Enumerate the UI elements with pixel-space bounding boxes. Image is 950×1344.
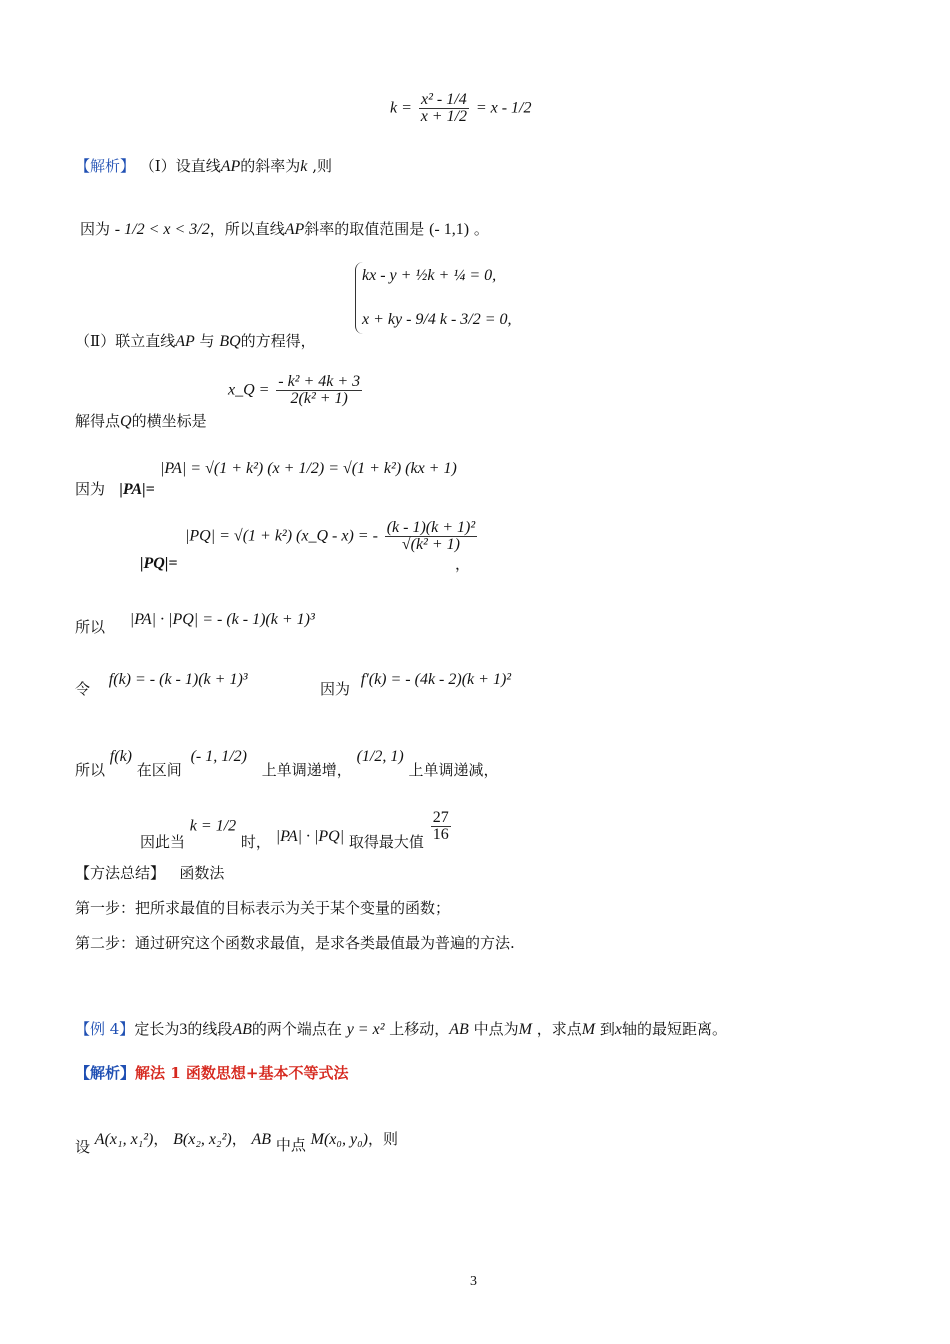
ex-text-7: 到 bbox=[599, 1020, 615, 1038]
pq-label: |PQ|= bbox=[140, 555, 178, 572]
k-rhs: = x - 1/2 bbox=[475, 99, 532, 117]
ex-text-4: 上移动， bbox=[389, 1020, 450, 1038]
ex-x: x bbox=[614, 1021, 622, 1038]
product-expression: |PA| · |PQ| = - (k - 1)(k + 1)³ bbox=[129, 611, 315, 628]
k-eq: k = bbox=[390, 99, 412, 117]
ex-m: M bbox=[518, 1021, 532, 1038]
fk-short: f(k) bbox=[109, 748, 132, 765]
ex-text-5: 中点为 bbox=[473, 1020, 519, 1038]
because-text-3: 因为 bbox=[320, 680, 351, 698]
let-text-2: 设 bbox=[75, 1138, 91, 1156]
max-text: 取得最大值 bbox=[348, 832, 424, 851]
ex-text-3: 的两个端点在 bbox=[251, 1020, 342, 1038]
mid-text: 中点 bbox=[275, 1136, 306, 1154]
equation-1: kx - y + ½k + ¼ = 0, bbox=[362, 267, 497, 284]
ex-ab-2: AB bbox=[449, 1021, 469, 1038]
sep-1: ， bbox=[153, 1130, 169, 1148]
then-text-2: ，则 bbox=[367, 1130, 398, 1148]
example-tag: 【例 4】 bbox=[75, 1020, 135, 1038]
summary-heading bbox=[75, 862, 224, 883]
point-b: B(x₂, x₂²) bbox=[173, 1131, 232, 1148]
max-numerator: 27 bbox=[432, 809, 449, 826]
ex-text-6: ，求点 bbox=[536, 1020, 582, 1038]
ex-ab: AB bbox=[232, 1021, 252, 1038]
line-pa bbox=[75, 478, 155, 499]
then-text: ,则 bbox=[312, 157, 332, 175]
slope-range: (- 1,1) bbox=[429, 221, 470, 238]
in-interval-text: 在区间 bbox=[136, 761, 182, 779]
because-text-2: 因为 bbox=[75, 480, 106, 498]
part1-text: （Ⅰ）设直线 bbox=[139, 157, 221, 175]
ab-label: AB bbox=[251, 1131, 272, 1148]
k-half: k = 1/2 bbox=[189, 817, 237, 835]
max-denominator: 16 bbox=[432, 826, 449, 843]
pq-expression: |PQ| = √(1 + k²) (x_Q - x) = - bbox=[185, 527, 378, 545]
k-fraction bbox=[419, 92, 469, 125]
line-part2 bbox=[75, 330, 316, 351]
solution-2-tag: 【解析】 bbox=[75, 1064, 136, 1082]
pq-fraction bbox=[385, 520, 477, 553]
ex-m-2: M bbox=[581, 1021, 596, 1038]
summary-tag: 【方法总结】 bbox=[75, 864, 166, 882]
period: 。 bbox=[473, 220, 489, 238]
interval-2: (1/2, 1) bbox=[356, 748, 404, 765]
q-label: Q bbox=[120, 413, 132, 430]
product-short: |PA| · |PQ| bbox=[275, 827, 345, 845]
point-a: A(x₁, x₁²) bbox=[94, 1131, 154, 1148]
example-4 bbox=[75, 1018, 727, 1039]
max-fraction bbox=[431, 810, 451, 843]
slope-text: 的斜率为 bbox=[240, 157, 301, 175]
equation-system bbox=[355, 262, 512, 334]
line-monotonic bbox=[75, 745, 499, 779]
range-text-2: 斜率的取值范围是 bbox=[304, 220, 425, 238]
ex-text-1: 定长为 bbox=[134, 1020, 180, 1038]
pq-denominator: √(k² + 1) bbox=[401, 536, 460, 553]
solve-text: 解得点 bbox=[75, 412, 121, 430]
analysis-tag: 【解析】 bbox=[75, 157, 136, 175]
ap-label-3: AP bbox=[175, 333, 195, 350]
so-text: 所以 bbox=[75, 618, 106, 636]
ap-label: AP bbox=[220, 158, 241, 175]
line-max bbox=[140, 809, 453, 851]
pa-expression: |PA| = √(1 + k²) (x + 1/2) = √(1 + k²) (kx + 1) bbox=[160, 460, 457, 477]
ex-text-2: 的线段 bbox=[187, 1020, 233, 1038]
line-part1 bbox=[75, 155, 332, 176]
let-text: 令 bbox=[75, 680, 91, 698]
fpk-expression: f′(k) = - (4k - 2)(k + 1)² bbox=[360, 671, 512, 688]
xq-denominator: 2(k² + 1) bbox=[290, 390, 348, 407]
when-text: 时， bbox=[240, 832, 271, 851]
increasing-text: 上单调递增， bbox=[261, 761, 352, 779]
line-product bbox=[75, 608, 315, 636]
ex-curve: y = x² bbox=[346, 1021, 385, 1038]
xq-fraction bbox=[276, 374, 362, 407]
x-inequality: - 1/2 < x < 3/2 bbox=[114, 221, 210, 238]
bq-label: BQ bbox=[219, 333, 241, 350]
xq-lhs: x_Q = bbox=[228, 381, 270, 399]
solution-2-setup bbox=[75, 1128, 398, 1156]
summary-step-2: 第二步：通过研究这个函数求最值，是求各类最值最为普遍的方法. bbox=[75, 934, 515, 952]
summary-title: 函数法 bbox=[179, 864, 225, 882]
line-fpk bbox=[320, 668, 512, 698]
part2-text: （Ⅱ）联立直线 bbox=[75, 332, 176, 350]
solution-2-heading bbox=[75, 1062, 348, 1083]
decreasing-text: 上单调递减， bbox=[408, 761, 499, 779]
pq-numerator: (k - 1)(k + 1)² bbox=[386, 519, 476, 536]
page-number: 3 bbox=[470, 1274, 477, 1289]
ex-text-8: 轴的最短距离。 bbox=[621, 1020, 727, 1038]
k-formula bbox=[390, 92, 531, 125]
xq-formula bbox=[228, 374, 364, 407]
ap-label-2: AP bbox=[284, 221, 305, 238]
xq-text: 的横坐标是 bbox=[131, 412, 207, 430]
ex-three: 3 bbox=[179, 1021, 188, 1038]
so-text-2: 所以 bbox=[75, 761, 106, 779]
fk-expression: f(k) = - (k - 1)(k + 1)³ bbox=[108, 671, 248, 688]
eqs-text: 的方程得， bbox=[240, 332, 316, 350]
solution-2-method: 解法 1 函数思想+基本不等式法 bbox=[135, 1064, 349, 1082]
k-numerator: x² - 1/4 bbox=[421, 91, 467, 108]
range-text: ，所以直线 bbox=[209, 220, 285, 238]
interval-1: (- 1, 1/2) bbox=[190, 748, 248, 765]
line-range bbox=[80, 218, 489, 239]
pa-label: |PA|= bbox=[119, 481, 155, 498]
k-var: k bbox=[300, 158, 308, 175]
xq-numerator: - k² + 4k + 3 bbox=[278, 373, 361, 390]
k-denominator: x + 1/2 bbox=[420, 108, 468, 125]
line-xq bbox=[75, 410, 207, 431]
sep-2: ， bbox=[231, 1130, 247, 1148]
therefore-text: 因此当 bbox=[140, 832, 186, 851]
with-text: 与 bbox=[199, 332, 215, 350]
line-fk bbox=[75, 668, 248, 698]
equation-2: x + ky - 9/4 k - 3/2 = 0, bbox=[362, 311, 512, 328]
because-text: 因为 bbox=[80, 220, 111, 238]
point-m: M(x₀, y₀) bbox=[310, 1131, 368, 1148]
pq-formula bbox=[185, 520, 479, 553]
pq-comma: ， bbox=[455, 555, 471, 573]
summary-step-1: 第一步：把所求最值的目标表示为关于某个变量的函数； bbox=[75, 899, 451, 917]
